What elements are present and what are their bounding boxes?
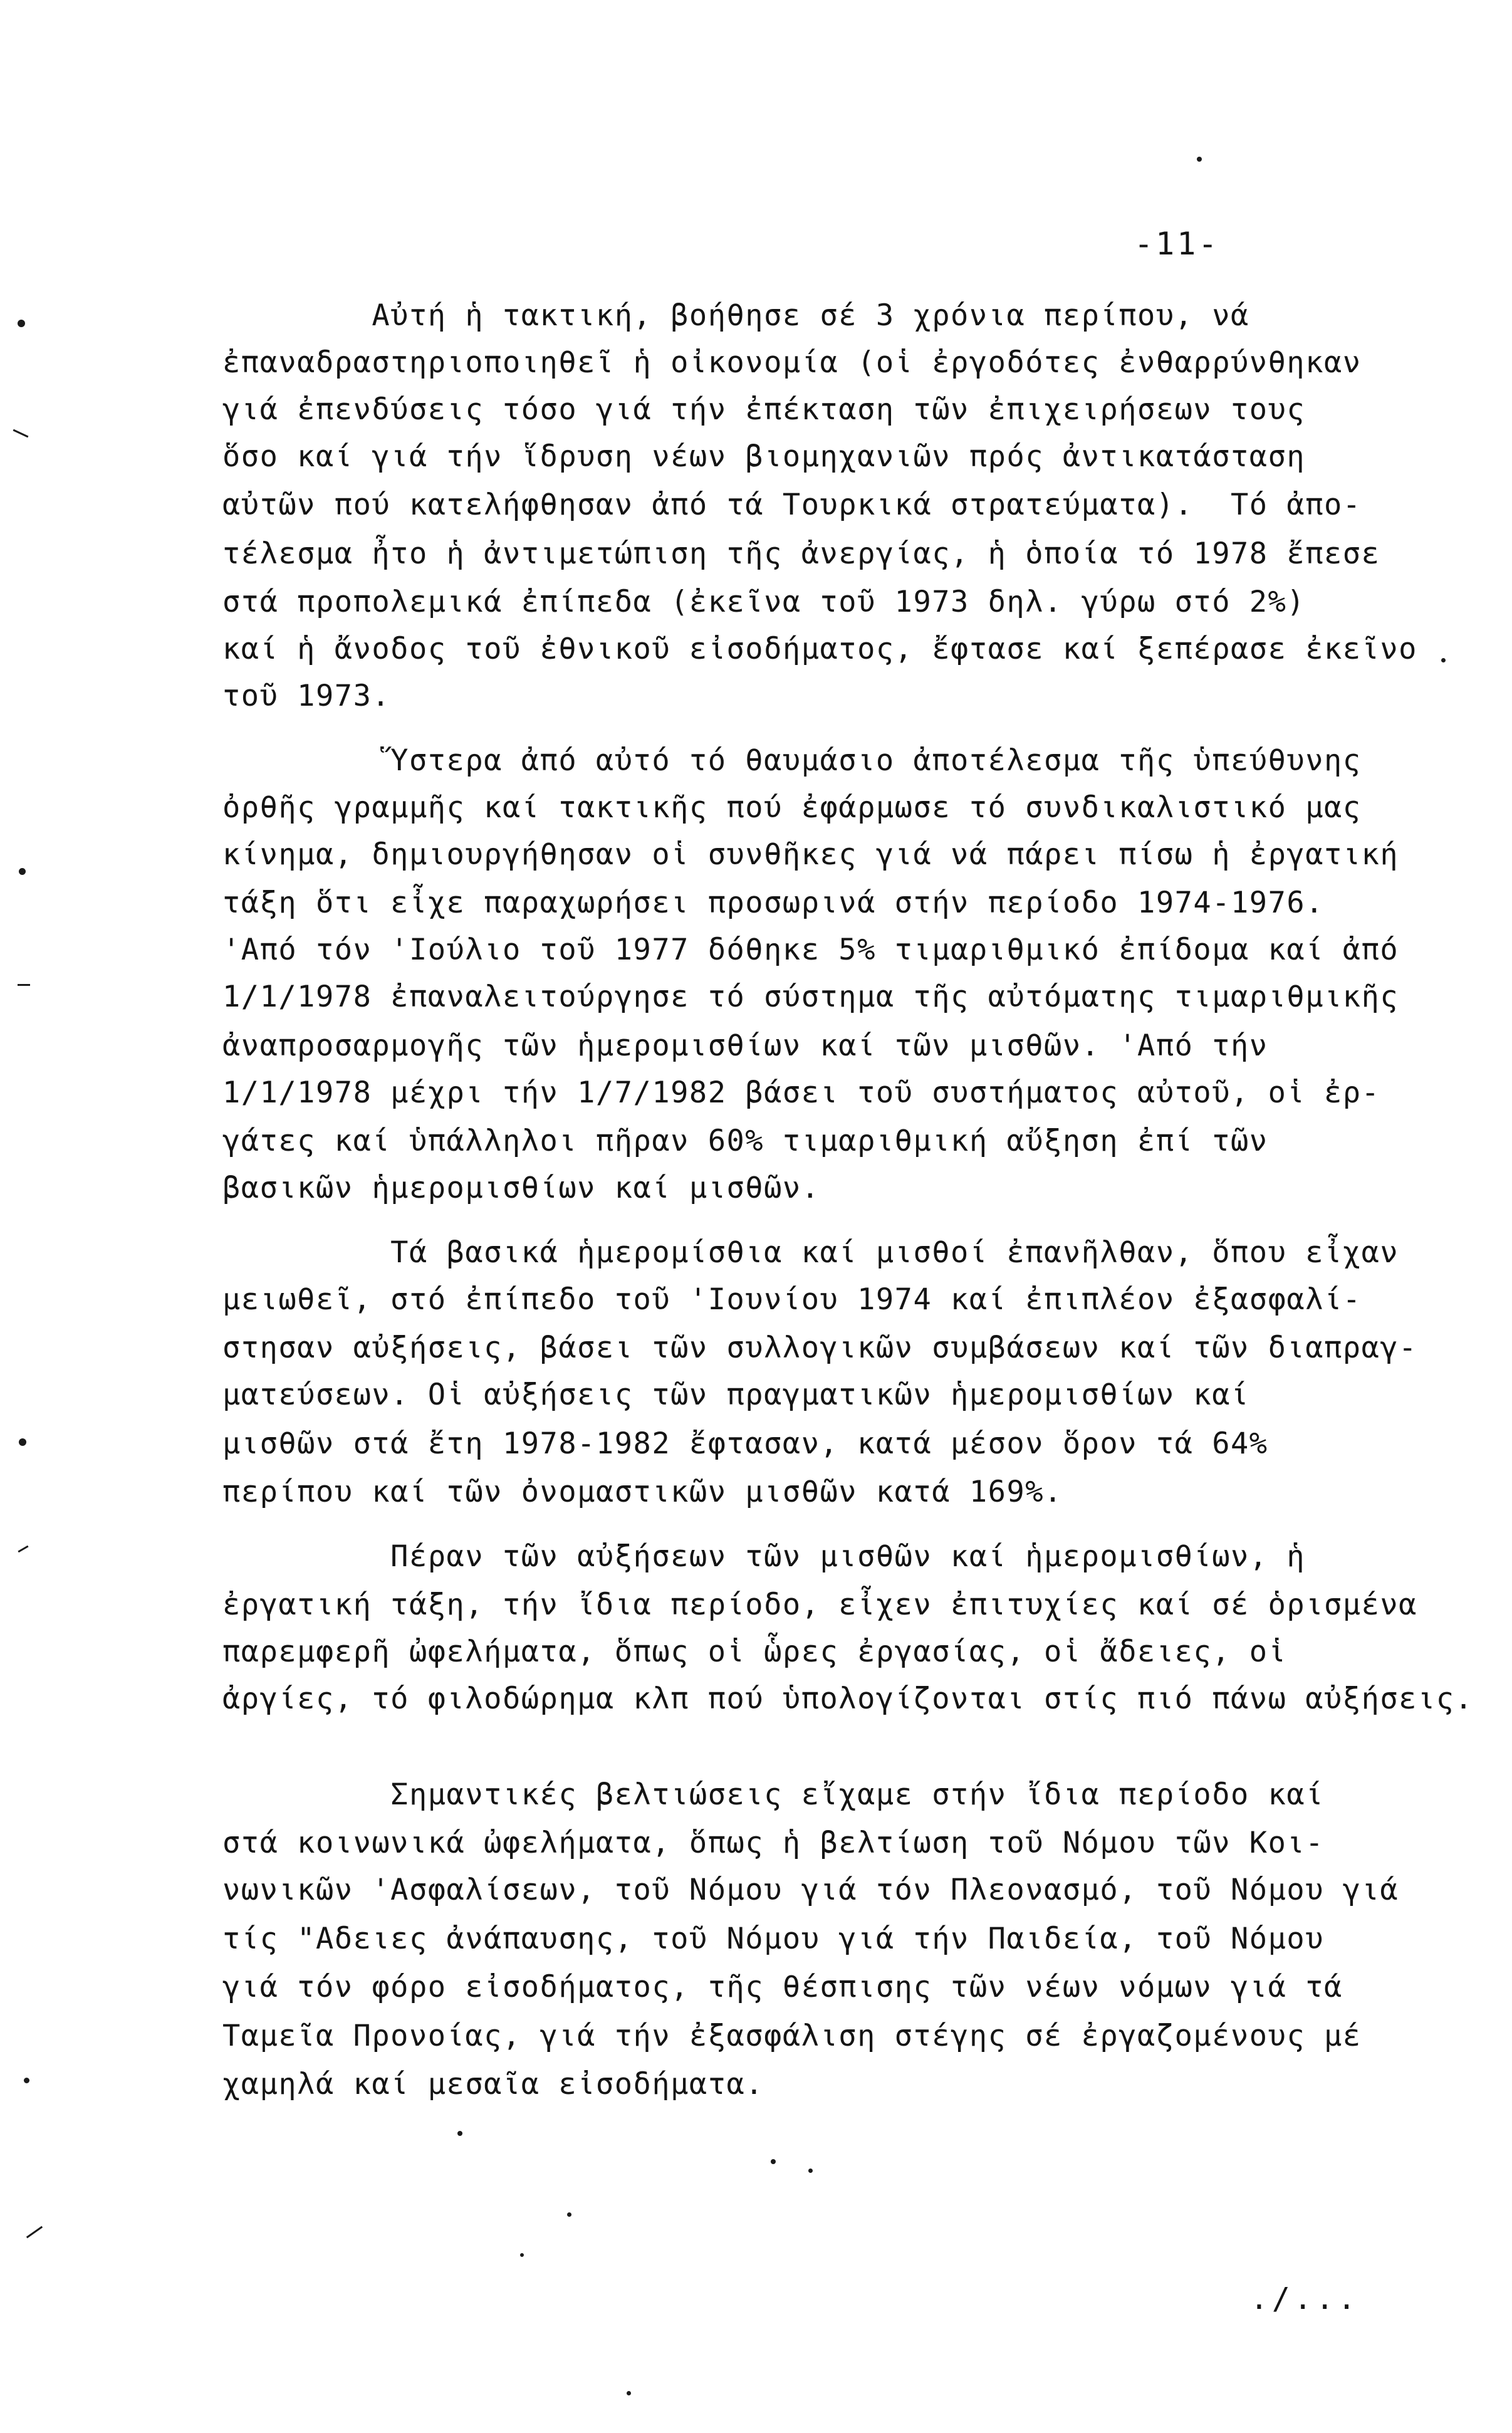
text-line: παρεμφερῆ ὠφελήματα, ὅπως οἱ ὧρες ἐργασίας, οἱ ἄδειες, οἱ [222, 1635, 1287, 1669]
text-line: μισθῶν στά ἔτη 1978-1982 ἔφτασαν, κατά μέσον ὅρον τά 64% [222, 1426, 1268, 1461]
text-line: καί ἡ ἄνοδος τοῦ ἐθνικοῦ εἰσοδήματος, ἔφτασε καί ξεπέρασε ἐκεῖνο [222, 632, 1417, 666]
text-line: μειωθεῖ, στό ἐπίπεδο τοῦ 'Ιουνίου 1974 καί ἐπιπλέον ἐξασφαλί- [222, 1282, 1362, 1317]
text-line: Ταμεῖα Προνοίας, γιά τήν ἐξασφάλιση στέγης σέ ἐργαζομένους μέ [222, 2019, 1362, 2053]
text-line: Ὕστερα ἀπό αὐτό τό θαυμάσιο ἀποτέλεσμα τῆς ὑπεύθυνης [222, 743, 1362, 778]
text-line: αὐτῶν πού κατελήφθησαν ἀπό τά Τουρκικά στρατεύματα). Τό ἀπο- [222, 488, 1362, 522]
margin-speck [627, 2391, 631, 2395]
margin-speck [808, 2169, 813, 2173]
margin-speck [19, 1438, 26, 1446]
margin-speck [1441, 658, 1446, 662]
text-line: γιά ἐπενδύσεις τόσο γιά τήν ἐπέκταση τῶν ἐπιχειρήσεων τους [222, 392, 1306, 427]
text-line: κίνημα, δημιουργήθησαν οἱ συνθῆκες γιά νά πάρει πίσω ἡ ἐργατική [222, 837, 1399, 872]
margin-tick [26, 2226, 43, 2239]
text-line: τίς "Αδειες ἀνάπαυσης, τοῦ Νόμου γιά τήν Παιδεία, τοῦ Νόμου [222, 1922, 1324, 1956]
text-line: Σημαντικές βελτιώσεις εἴχαμε στήν ἴδια περίοδο καί [222, 1777, 1324, 1812]
continuation-marker: ./... [1250, 2281, 1360, 2316]
page-number: -11- [1134, 226, 1220, 262]
text-line: Τά βασικά ἡμερομίσθια καί μισθοί ἐπανῆλθαν, ὅπου εἶχαν [222, 1235, 1399, 1270]
margin-speck [18, 320, 25, 327]
text-line: τοῦ 1973. [222, 679, 391, 713]
margin-speck [19, 868, 26, 875]
margin-speck [24, 2078, 29, 2083]
text-line: τέλεσμα ἦτο ἡ ἀντιμετώπιση τῆς ἀνεργίας, ἡ ὁποία τό 1978 ἔπεσε [222, 536, 1380, 571]
text-line: βασικῶν ἡμερομισθίων καί μισθῶν. [222, 1171, 820, 1205]
text-line: Πέραν τῶν αὐξήσεων τῶν μισθῶν καί ἡμερομισθίων, ἡ [222, 1539, 1306, 1574]
text-line: ἐπαναδραστηριοποιηθεῖ ἡ οἰκονομία (οἱ ἐργοδότες ἐνθαρρύνθηκαν [222, 345, 1362, 380]
text-line: Αὐτή ἡ τακτική, βοήθησε σέ 3 χρόνια περίπου, νά [222, 298, 1249, 333]
text-line: ὀρθῆς γραμμῆς καί τακτικῆς πού ἐφάρμωσε τό συνδικαλιστικό μας [222, 790, 1362, 825]
text-line: τάξη ὅτι εἶχε παραχωρήσει προσωρινά στήν περίοδο 1974-1976. [222, 886, 1324, 920]
text-line: περίπου καί τῶν ὀνομαστικῶν μισθῶν κατά 169%. [222, 1475, 1063, 1509]
text-line: γάτες καί ὑπάλληλοι πῆραν 60% τιμαριθμική αὔξηση ἐπί τῶν [222, 1124, 1268, 1158]
margin-speck [567, 2212, 571, 2217]
text-line: 1/1/1978 μέχρι τήν 1/7/1982 βάσει τοῦ συστήματος αὐτοῦ, οἱ ἐρ- [222, 1075, 1380, 1110]
margin-tick [18, 1546, 28, 1553]
text-line: ἐργατική τάξη, τήν ἴδια περίοδο, εἶχεν ἐπιτυχίες καί σέ ὁρισμένα [222, 1588, 1417, 1622]
text-line: ἀναπροσαρμογῆς τῶν ἡμερομισθίων καί τῶν μισθῶν. 'Από τήν [222, 1028, 1268, 1063]
text-line: στά προπολεμικά ἐπίπεδα (ἐκεῖνα τοῦ 1973 δηλ. γύρω στό 2%) [222, 585, 1306, 619]
text-line: 1/1/1978 ἐπαναλειτούργησε τό σύστημα τῆς αὐτόματης τιμαριθμικῆς [222, 980, 1399, 1014]
text-line: γιά τόν φόρο εἰσοδήματος, τῆς θέσπισης τῶν νέων νόμων γιά τά [222, 1970, 1343, 2004]
text-line: στησαν αὐξήσεις, βάσει τῶν συλλογικῶν συμβάσεων καί τῶν διαπραγ- [222, 1331, 1417, 1365]
text-line: 'Από τόν 'Ιούλιο τοῦ 1977 δόθηκε 5% τιμαριθμικό ἐπίδομα καί ἀπό [222, 933, 1399, 967]
margin-tick [13, 429, 29, 438]
text-line: ἀργίες, τό φιλοδώρημα κλπ πού ὑπολογίζονται στίς πιό πάνω αὐξήσεις. [222, 1682, 1474, 1716]
text-line: νωνικῶν 'Ασφαλίσεων, τοῦ Νόμου γιά τόν Πλεονασμό, τοῦ Νόμου γιά [222, 1873, 1399, 1907]
margin-speck [1197, 157, 1202, 162]
margin-tick [18, 984, 30, 986]
text-line: ὅσο καί γιά τήν ἵδρυση νέων βιομηχανιῶν πρός ἀντικατάσταση [222, 439, 1306, 474]
text-line: χαμηλά καί μεσαῖα εἰσοδήματα. [222, 2067, 764, 2101]
margin-speck [457, 2131, 462, 2136]
text-line: στά κοινωνικά ὠφελήματα, ὅπως ἡ βελτίωση τοῦ Νόμου τῶν Κοι- [222, 1826, 1324, 1860]
margin-speck [520, 2253, 524, 2257]
text-line: ματεύσεων. Οἱ αὐξήσεις τῶν πραγματικῶν ἡμερομισθίων καί [222, 1378, 1249, 1412]
margin-speck [771, 2159, 776, 2164]
